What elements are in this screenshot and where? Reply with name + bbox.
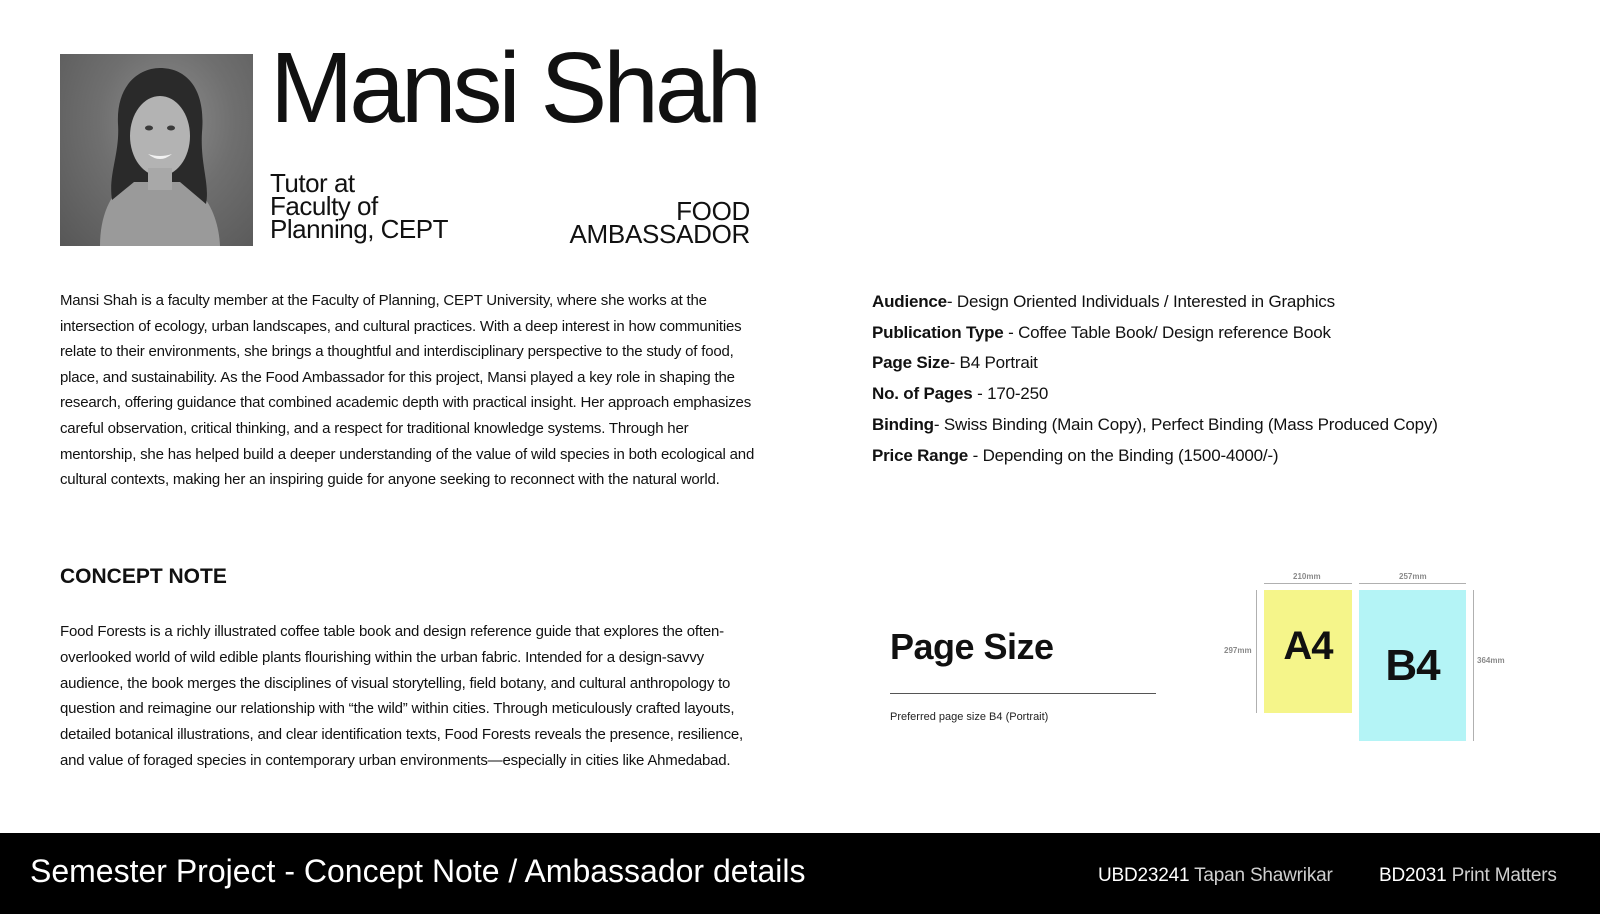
footer-title: Semester Project - Concept Note / Ambassador details [30, 853, 806, 889]
b4-width-label: 257mm [1399, 572, 1427, 581]
spec-row [872, 379, 1562, 410]
a4-height-label: 297mm [1224, 646, 1252, 655]
role-line: AMBASSADOR [569, 219, 750, 249]
profile-photo [60, 54, 253, 246]
footer-bar [0, 833, 1600, 914]
course-name: Print Matters [1451, 865, 1557, 886]
role-line: FOOD [676, 196, 750, 226]
profile-role [520, 196, 750, 249]
dimension-guide [1359, 583, 1466, 584]
affiliation-line: Faculty of [270, 191, 378, 221]
spec-key: Binding [872, 414, 934, 434]
course-credit [1379, 865, 1557, 887]
course-code: BD2031 [1379, 865, 1447, 886]
publication-specs [872, 287, 1562, 471]
dimension-guide [1256, 590, 1257, 713]
spec-key: Publication Type [872, 322, 1004, 342]
divider [890, 693, 1156, 694]
concept-note-heading: CONCEPT NOTE [60, 565, 227, 588]
b4-height-label: 364mm [1477, 656, 1505, 665]
spec-value: - 170-250 [972, 384, 1049, 404]
spec-key: No. of Pages [872, 384, 973, 404]
student-id: UBD23241 [1098, 865, 1190, 886]
profile-name: Mansi Shah [270, 32, 759, 144]
spec-key: Audience [872, 292, 947, 311]
spec-value: - Design Oriented Individuals / Interested in Graphics [946, 292, 1335, 311]
page-size-heading: Page Size [890, 626, 1054, 667]
student-name: Tapan Shawrikar [1194, 865, 1333, 886]
concept-note-body: Food Forests is a richly illustrated coffee table book and design reference guide that explores the often-overlooked world of wild edible plants flourishing within the urban fabric. Intended for a design-savvy audience, the book merges the disciplines of visual storytelling, field botany, and cultural anthropology to question and reimagine our relationship with “the wild” within cities. Through meticulously crafted layouts, detailed botanical illustrations, and clear identification texts, Food Forests reveals the presence, resilience, and value of foraged species in contemporary urban environments—especially in cities like Ahmedabad. [60, 623, 743, 769]
spec-row [872, 441, 1562, 472]
spec-value: - B4 Portrait [949, 353, 1038, 373]
bio-paragraph: Mansi Shah is a faculty member at the Faculty of Planning, CEPT University, where she works at the intersection of ecology, urban landscapes, and cultural practices. With a deep interest in how communities relate to their environments, she brings a thoughtful and interdisciplinary perspective to the study of food, place, and sustainability. As the Food Ambassador for this project, Mansi played a key role in shaping the research, offering guidance that combined academic depth with practical insight. Her approach emphasizes careful observation, critical thinking, and a respect for traditional knowledge systems. Through her mentorship, she has helped build a deeper understanding of the value of wild species in both ecological and cultural contexts, making her an inspiring guide for anyone seeking to reconnect with the natural world. [60, 292, 755, 489]
dimension-guide [1264, 583, 1352, 584]
a4-sheet [1264, 590, 1352, 713]
affiliation-line: Tutor at [270, 168, 355, 198]
spec-value: - Swiss Binding (Main Copy), Perfect Binding (Mass Produced Copy) [933, 414, 1438, 434]
spec-row [872, 318, 1562, 349]
spec-row [872, 348, 1562, 379]
a4-width-label: 210mm [1293, 572, 1321, 581]
spec-key: Page Size [872, 353, 950, 373]
dimension-guide [1473, 590, 1474, 741]
spec-row [872, 287, 1562, 318]
spec-value: - Coffee Table Book/ Design reference Book [1003, 322, 1331, 342]
page-size-note: Preferred page size B4 (Portrait) [890, 711, 1049, 723]
student-credit [1098, 865, 1333, 887]
spec-key: Price Range [872, 445, 969, 465]
a4-sheet-label: A4 [1283, 624, 1333, 668]
b4-sheet [1359, 590, 1466, 741]
spec-value: - Depending on the Binding (1500-4000/-) [968, 445, 1279, 465]
b4-sheet-label: B4 [1385, 640, 1440, 690]
spec-row [872, 410, 1562, 441]
affiliation-line: Planning, CEPT [270, 214, 448, 244]
profile-affiliation [270, 168, 510, 244]
